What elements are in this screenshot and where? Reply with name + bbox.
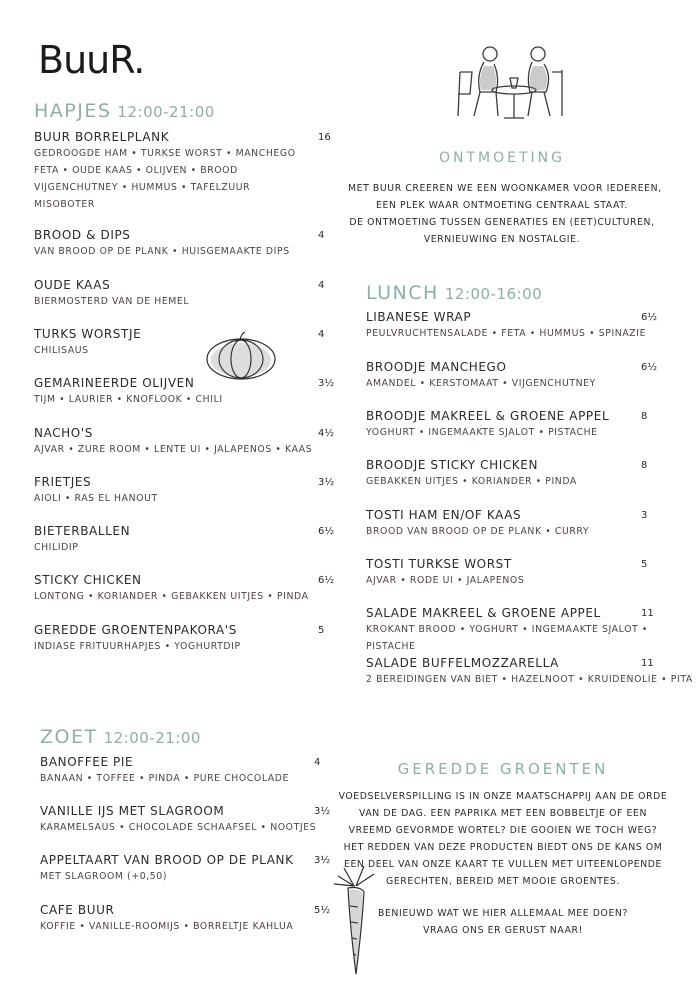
desc-line: 2 BEREIDINGEN VAN BIET • HAZELNOOT • KRUIDENOLIE • PITA <box>366 674 693 685</box>
para-line: EEN PLEK WAAR ONTMOETING CENTRAAL STAAT. <box>376 200 628 211</box>
item-desc <box>40 868 294 885</box>
desc-line: LONTONG • KORIANDER • GEBAKKEN UITJES • PINDA <box>34 591 309 602</box>
desc-line: INDIASE FRITUURHAPJES • YOGHURTDIP <box>34 641 241 652</box>
zoet-time: 12:00-21:00 <box>103 729 201 747</box>
item-name: BROODJE MANCHEGO <box>366 360 507 374</box>
desc-line: GEDROOGDE HAM • TURKSE WORST • MANCHEGO <box>34 148 296 159</box>
item-price: 5 <box>641 559 648 570</box>
item-name: BANOFFEE PIE <box>40 755 134 769</box>
desc-line: BIERMOSTERD VAN DE HEMEL <box>34 296 190 307</box>
item-desc <box>40 918 293 935</box>
item-price: 11 <box>641 608 654 619</box>
item-price: 3½ <box>318 477 335 488</box>
desc-line: FETA • OUDE KAAS • OLIJVEN • BROOD <box>34 165 238 176</box>
desc-line: CHILISAUS <box>34 345 89 356</box>
desc-line: KOFFIE • VANILLE-ROOMIJS • BORRELTJE KAHLUA <box>40 921 294 932</box>
people-at-table-illustration <box>440 42 580 122</box>
item-desc <box>34 145 296 213</box>
menu-item <box>34 524 130 556</box>
geredde-title: GEREDDE GROENTEN <box>397 760 609 778</box>
desc-line: BANAAN • TOFFEE • PINDA • PURE CHOCOLADE <box>40 773 289 784</box>
item-name: BROODJE STICKY CHICKEN <box>366 458 539 472</box>
item-name: STICKY CHICKEN <box>34 573 142 587</box>
item-name: TOSTI TURKSE WORST <box>366 557 512 571</box>
item-name: BROOD & DIPS <box>34 228 131 242</box>
desc-line: GEBAKKEN UITJES • KORIANDER • PINDA <box>366 476 577 487</box>
item-price: 3 <box>641 510 648 521</box>
item-desc <box>34 539 130 556</box>
menu-item <box>34 623 241 655</box>
item-price: 4 <box>318 329 325 340</box>
para-line: VAN DE DAG. EEN PAPRIKA MET EEN BOBBELTJE OF EEN <box>358 808 648 819</box>
item-desc <box>366 325 646 342</box>
item-price: 6½ <box>318 526 335 537</box>
menu-item <box>34 228 290 260</box>
item-price: 4 <box>318 230 325 241</box>
item-price: 6½ <box>318 575 335 586</box>
item-name: BUUR BORRELPLANK <box>34 130 170 144</box>
item-price: 5½ <box>314 905 331 916</box>
item-name: GEREDDE GROENTENPAKORA'S <box>34 623 237 637</box>
menu-item <box>34 376 223 408</box>
desc-line: VIJGENCHUTNEY • HUMMUS • TAFELZUUR <box>34 182 251 193</box>
item-desc <box>40 770 289 787</box>
menu-item <box>366 310 646 342</box>
item-name: TURKS WORSTJE <box>34 327 142 341</box>
zoet-title-text: ZOET <box>40 726 98 748</box>
item-name: GEMARINEERDE OLIJVEN <box>34 376 195 390</box>
item-name: TOSTI HAM EN/OF KAAS <box>366 508 522 522</box>
item-desc <box>366 523 589 540</box>
item-desc <box>34 243 290 260</box>
ontmoeting-title: ONTMOETING <box>439 150 565 166</box>
para-line: EEN DEEL VAN ONZE KAART TE VULLEN MET UITEENLOPENDE <box>343 859 663 870</box>
menu-item <box>34 327 141 359</box>
desc-line: MISOBOTER <box>34 199 95 210</box>
item-price: 4 <box>314 757 321 768</box>
item-desc <box>34 588 309 605</box>
item-desc <box>34 490 158 507</box>
item-desc <box>366 375 596 392</box>
desc-line: TIJM • LAURIER • KNOFLOOK • CHILI <box>34 394 223 405</box>
item-price: 6½ <box>641 362 658 373</box>
item-desc <box>366 621 700 655</box>
desc-line: BROOD VAN BROOD OP DE PLANK • CURRY <box>366 526 590 537</box>
item-name: APPELTAART VAN BROOD OP DE PLANK <box>40 853 294 867</box>
item-name: OUDE KAAS <box>34 278 111 292</box>
item-desc <box>366 671 693 688</box>
desc-line: MET SLAGROOM (+0,50) <box>40 871 168 882</box>
item-name: CAFE BUUR <box>40 903 115 917</box>
desc-line: AJVAR • ZURE ROOM • LENTE UI • JALAPENOS • KAAS <box>34 444 313 455</box>
item-name: BIETERBALLEN <box>34 524 131 538</box>
item-name: VANILLE IJS MET SLAGROOM <box>40 804 225 818</box>
hapjes-title <box>34 100 215 122</box>
item-name: FRIETJES <box>34 475 92 489</box>
ontmoeting-text <box>348 180 662 248</box>
item-desc <box>366 424 609 441</box>
geredde-text-2 <box>338 905 668 939</box>
item-price: 11 <box>641 658 654 669</box>
desc-line: KROKANT BROOD • YOGHURT • INGEMAAKTE SJALOT • PISTACHE <box>366 624 648 652</box>
desc-line: KARAMELSAUS • CHOCOLADE SCHAAFSEL • NOOTJES <box>40 822 317 833</box>
item-price: 8 <box>641 411 648 422</box>
item-desc <box>34 391 223 408</box>
item-price: 16 <box>318 132 331 143</box>
para-line: MET BUUR CREEREN WE EEN WOONKAMER VOOR IEDEREEN, <box>348 183 662 194</box>
para-line: VOEDSELVERSPILLING IS IN ONZE MAATSCHAPPIJ AAN DE ORDE <box>338 791 668 802</box>
item-desc <box>366 473 577 490</box>
item-name: BROODJE MAKREEL & GROENE APPEL <box>366 409 610 423</box>
menu-item <box>366 557 524 589</box>
menu-item <box>366 458 577 490</box>
item-price: 3½ <box>314 806 331 817</box>
carrot-illustration <box>330 866 382 978</box>
item-price: 8 <box>641 460 648 471</box>
item-name: LIBANESE WRAP <box>366 310 472 324</box>
para-line: BENIEUWD WAT WE HIER ALLEMAAL MEE DOEN? <box>377 908 629 919</box>
para-line: VRAAG ONS ER GERUST NAAR! <box>423 925 583 936</box>
geredde-text <box>338 788 668 890</box>
desc-line: AIOLI • RAS EL HANOUT <box>34 493 158 504</box>
hapjes-title-text: HAPJES <box>34 100 112 122</box>
lunch-time: 12:00-16:00 <box>444 285 543 303</box>
desc-line: AMANDEL • KERSTOMAAT • VIJGENCHUTNEY <box>366 378 596 389</box>
item-name: SALADE BUFFELMOZZARELLA <box>366 656 559 670</box>
para-line: DE ONTMOETING TUSSEN GENERATIES EN (EET)CULTUREN, <box>349 217 655 228</box>
item-desc <box>34 638 241 655</box>
menu-item <box>34 475 158 507</box>
para-line: GERECHTEN, BEREID MET MOOIE GROENTES. <box>386 876 620 887</box>
menu-item <box>34 278 189 310</box>
desc-line: CHILIDIP <box>34 542 79 553</box>
lunch-title <box>366 282 542 304</box>
para-line: HET REDDEN VAN DEZE PRODUCTEN BIEDT ONS DE KANS OM <box>343 842 663 853</box>
item-desc <box>366 572 524 589</box>
item-name: NACHO'S <box>34 426 93 440</box>
para-line: VERNIEUWING EN NOSTALGIE. <box>423 234 581 245</box>
item-price: 6½ <box>641 312 658 323</box>
desc-line: PEULVRUCHTENSALADE • FETA • HUMMUS • SPINAZIE <box>366 328 647 339</box>
item-desc <box>34 441 312 458</box>
menu-item <box>40 853 294 885</box>
menu-item <box>366 409 609 441</box>
item-desc <box>34 342 141 359</box>
menu-item <box>40 755 289 787</box>
desc-line: AJVAR • RODE UI • JALAPENOS <box>366 575 525 586</box>
menu-item <box>34 573 309 605</box>
zoet-title <box>40 726 201 748</box>
item-desc <box>34 293 189 310</box>
menu-item <box>40 804 316 836</box>
item-price: 3½ <box>318 378 335 389</box>
menu-item <box>366 360 596 392</box>
menu-item <box>40 903 293 935</box>
menu-item <box>366 508 589 540</box>
item-price: 4 <box>318 280 325 291</box>
para-line: VREEMD GEVORMDE WORTEL? DIE GOOIEN WE TOCH WEG? <box>348 825 658 836</box>
hapjes-time: 12:00-21:00 <box>117 103 215 121</box>
pumpkin-illustration <box>204 330 278 382</box>
menu-item <box>34 426 312 458</box>
item-desc <box>40 819 316 836</box>
logo: BuuR. <box>38 38 145 82</box>
desc-line: YOGHURT • INGEMAAKTE SJALOT • PISTACHE <box>366 427 598 438</box>
lunch-title-text: LUNCH <box>366 282 439 304</box>
desc-line: VAN BROOD OP DE PLANK • HUISGEMAAKTE DIPS <box>34 246 290 257</box>
item-price: 5 <box>318 625 325 636</box>
menu-item <box>34 130 296 213</box>
item-price: 3½ <box>314 855 331 866</box>
item-price: 4½ <box>318 428 335 439</box>
item-name: SALADE MAKREEL & GROENE APPEL <box>366 606 601 620</box>
